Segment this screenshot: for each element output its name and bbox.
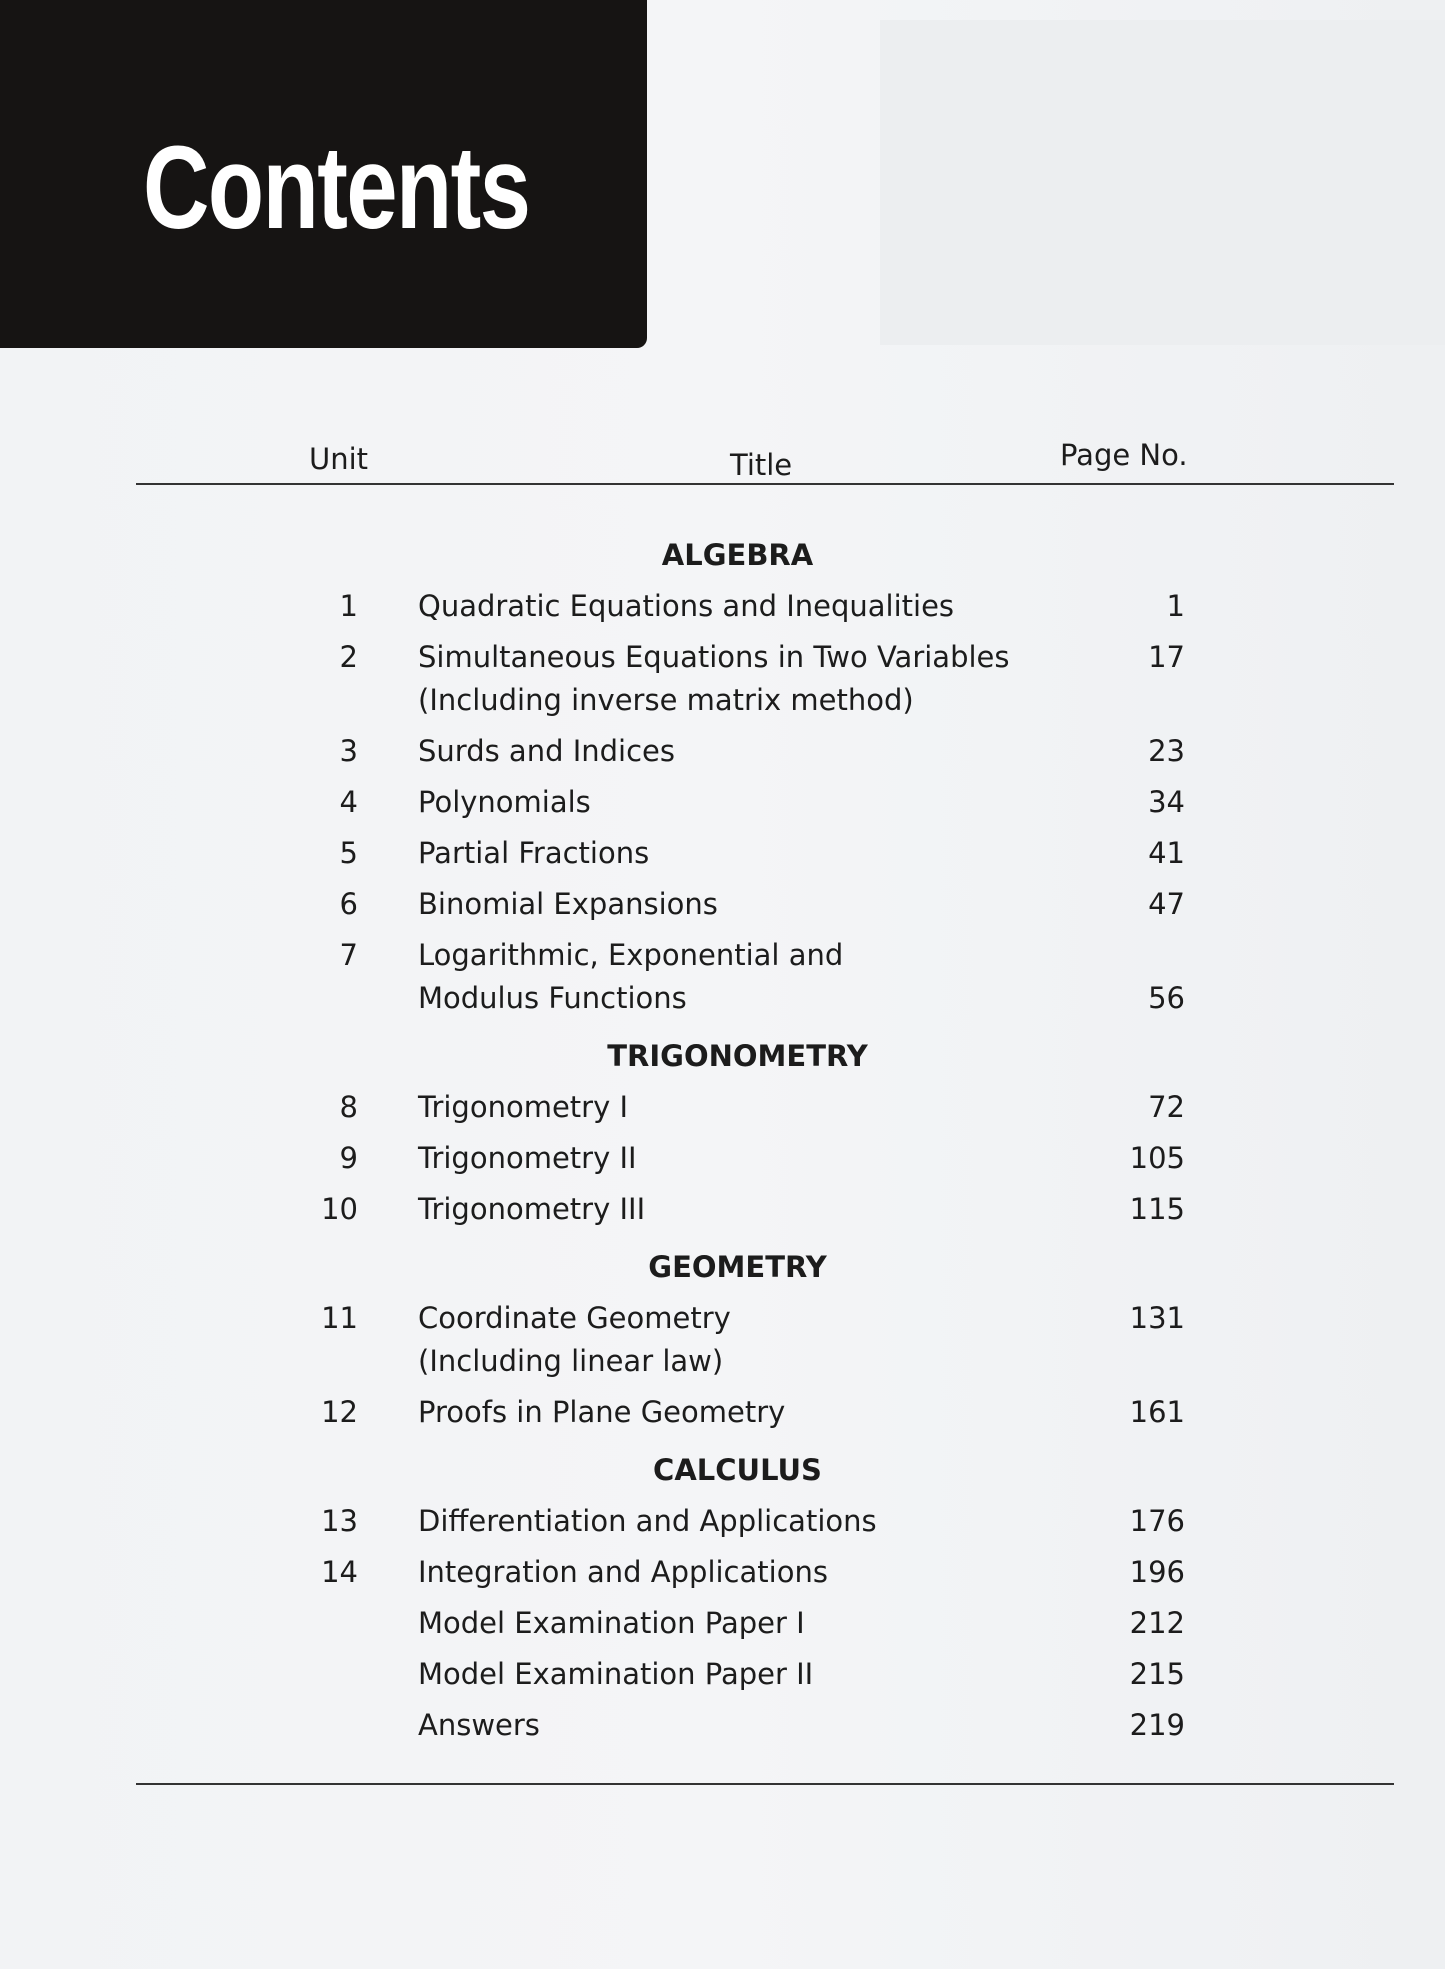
entry-title (418, 1500, 1058, 1543)
entry-title-line: Trigonometry I (418, 1090, 629, 1124)
entry-title-line: Differentiation and Applications (418, 1504, 877, 1538)
entry-title-line: Quadratic Equations and Inequalities (418, 589, 955, 623)
unit-number: 14 (321, 1555, 358, 1589)
section-heading: CALCULUS (653, 1453, 822, 1487)
unit-number: 10 (321, 1192, 358, 1226)
toc-entry (0, 636, 1445, 722)
entry-title-line: Trigonometry III (418, 1192, 646, 1226)
entry-title-line: Simultaneous Equations in Two Variables (418, 640, 1010, 674)
entry-title-line: (Including inverse matrix method) (418, 683, 914, 717)
unit-number: 9 (339, 1141, 358, 1175)
page-number: 47 (1148, 887, 1185, 921)
unit-number: 13 (321, 1504, 358, 1538)
page-number: 196 (1129, 1555, 1185, 1589)
toc-entry (0, 934, 1445, 1020)
page-number: 34 (1148, 785, 1185, 819)
toc-entry (0, 1086, 1445, 1129)
entry-title-line: Logarithmic, Exponential and (418, 938, 844, 972)
toc-entry (0, 1653, 1445, 1696)
column-header-unit: Unit (309, 442, 369, 476)
page-number: 105 (1129, 1141, 1185, 1175)
page-number: 72 (1148, 1090, 1185, 1124)
entry-title-line: Model Examination Paper I (418, 1606, 805, 1640)
page-number: 1 (1166, 589, 1185, 623)
entry-title (418, 1551, 1058, 1594)
section-heading: TRIGONOMETRY (607, 1039, 868, 1073)
toc-entry (0, 832, 1445, 875)
entry-title (418, 1602, 1058, 1645)
header-rule (136, 483, 1394, 485)
page-number: 131 (1129, 1301, 1185, 1335)
entry-title-line: Coordinate Geometry (418, 1301, 731, 1335)
unit-number: 6 (339, 887, 358, 921)
toc-entry (0, 730, 1445, 773)
entry-title (418, 1297, 1058, 1383)
page-number: 219 (1129, 1708, 1185, 1742)
table-of-contents (0, 534, 1445, 1755)
column-header-page: Page No. (1060, 438, 1188, 472)
page-number: 215 (1129, 1657, 1185, 1691)
entry-title (418, 934, 1058, 1020)
page-number: 176 (1129, 1504, 1185, 1538)
entry-title (418, 1704, 1058, 1747)
section-heading: ALGEBRA (661, 538, 814, 572)
entry-title (418, 730, 1058, 773)
entry-title (418, 1086, 1058, 1129)
unit-number: 8 (339, 1090, 358, 1124)
toc-entry (0, 883, 1445, 926)
unit-number: 4 (339, 785, 358, 819)
page-title: Contents (143, 122, 530, 254)
unit-number: 3 (339, 734, 358, 768)
toc-entry (0, 1188, 1445, 1231)
entry-title-line: Binomial Expansions (418, 887, 718, 921)
toc-entry (0, 781, 1445, 824)
entry-title-line: (Including linear law) (418, 1344, 724, 1378)
unit-number: 1 (339, 589, 358, 623)
column-header-title: Title (730, 448, 793, 482)
entry-title-line: Surds and Indices (418, 734, 676, 768)
toc-entry (0, 1551, 1445, 1594)
entry-title-line: Polynomials (418, 785, 591, 819)
page-number: 161 (1129, 1395, 1185, 1429)
entry-title (418, 1188, 1058, 1231)
unit-number: 7 (339, 938, 358, 972)
toc-entry (0, 1297, 1445, 1383)
toc-entry (0, 1704, 1445, 1747)
entry-title-line: Partial Fractions (418, 836, 650, 870)
entry-title (418, 585, 1058, 628)
entry-title (418, 1391, 1058, 1434)
entry-title-line: Integration and Applications (418, 1555, 828, 1589)
unit-number: 2 (339, 640, 358, 674)
toc-entry (0, 1137, 1445, 1180)
page-number: 17 (1148, 640, 1185, 674)
entry-title (418, 636, 1058, 722)
unit-number: 5 (339, 836, 358, 870)
entry-title-line: Model Examination Paper II (418, 1657, 814, 1691)
entry-title (418, 781, 1058, 824)
page-number: 56 (1148, 981, 1185, 1015)
footer-rule (136, 1783, 1394, 1785)
contents-banner (0, 0, 647, 348)
entry-title (418, 1653, 1058, 1696)
entry-title-line: Proofs in Plane Geometry (418, 1395, 786, 1429)
entry-title (418, 883, 1058, 926)
page-number: 23 (1148, 734, 1185, 768)
toc-entry (0, 585, 1445, 628)
entry-title-line: Trigonometry II (418, 1141, 637, 1175)
entry-title (418, 1137, 1058, 1180)
entry-title-line: Answers (418, 1708, 540, 1742)
entry-title (418, 832, 1058, 875)
section-heading: GEOMETRY (648, 1250, 827, 1284)
toc-entry (0, 1391, 1445, 1434)
toc-entry (0, 1500, 1445, 1543)
page-number: 41 (1148, 836, 1185, 870)
unit-number: 11 (321, 1301, 358, 1335)
toc-entry (0, 1602, 1445, 1645)
entry-title-line: Modulus Functions (418, 981, 687, 1015)
show-through-shadow (880, 20, 1445, 345)
unit-number: 12 (321, 1395, 358, 1429)
page-number: 115 (1129, 1192, 1185, 1226)
page-number: 212 (1129, 1606, 1185, 1640)
